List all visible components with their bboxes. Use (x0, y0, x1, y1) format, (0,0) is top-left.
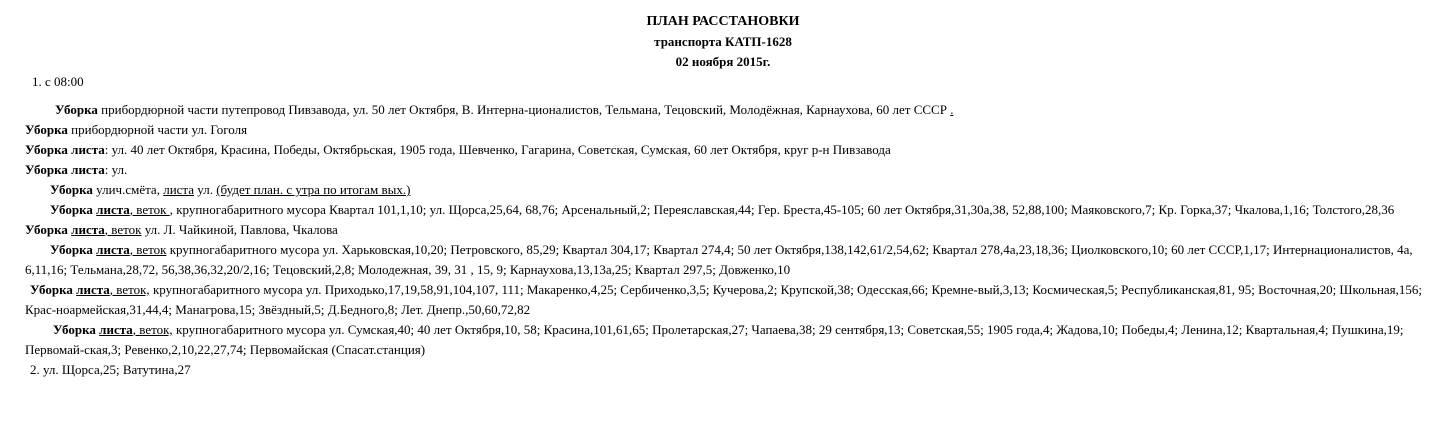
list-item: Уборка листа, веток, крупногабаритного мусора ул. Сумская,40; 40 лет Октября,10, 58; Красина,101,61,65; Пролетарская,27; Чапаева,38; 29 сентября,13; Советская,55; 1905 года,4; Жадова,10; Победы,4; Ленина,12; Квартальная,4; Пушкина,19; Первомай-ская,3; Ревенко,2,10,22,27,74; Первомайская (Спасат.станция) (25, 322, 1404, 357)
document-date: 02 ноября 2015г. (675, 54, 771, 69)
list-item: Уборка прибордюрной части ул. Гоголя (25, 122, 248, 137)
list-item: Уборка прибордюрной части путепровод Пивзавода, ул. 50 лет Октября, В. Интерна-ционалистов, Тельмана, Тецовский, Молодёжная, Карнаухова, 60 лет СССР . (55, 102, 954, 117)
document-body (25, 72, 1430, 380)
list-item: Уборка листа: ул. (25, 162, 128, 177)
list-item: Уборка улич.смёта, листа ул. (будет план. с утра по итогам вых.) (50, 182, 411, 197)
document-header (0, 12, 1432, 72)
list-item: Уборка листа, веток ул. Л. Чайкиной, Павлова, Чкалова (25, 222, 338, 237)
section-heading: 1. с 08:00 (32, 74, 84, 89)
list-item: Уборка листа, веток, крупногабаритного мусора ул. Приходько,17,19,58,91,104,107, 111; Макаренко,4,25; Сербиченко,3,5; Кучерова,2; Крупской,38; Одесская,66; Кремне-вый,3,13; Космическая,5; Республиканская,81, 95; Восточная,20; Школьная,156; Крас-ноармейская,31,44,4; Манагрова,15; Звёздный,5; Д.Бедного,8; Лет. Днепр.,50,60,72,82 (25, 282, 1423, 317)
list-item: Уборка листа, веток , крупногабаритного мусора Квартал 101,1,10; ул. Щорса,25,64, 68,76; Арсенальный,2; Переяславская,44; Гер. Бреста,45-105; 60 лет Октября,31,30а,38, 52,88,100; Маяковского,7; Кр. Горка,37; Чкалова,1,16; Толстого,28,36 (50, 202, 1395, 217)
document-subtitle: транспорта КАТП-1628 (654, 34, 792, 49)
list-item: Уборка листа: ул. 40 лет Октября, Красина, Победы, Октябрьская, 1905 года, Шевченко, Гагарина, Советская, Сумская, 60 лет Октября, круг р-н Пивзавода (25, 142, 891, 157)
list-item: Уборка листа, веток крупногабаритного мусора ул. Харьковская,10,20; Петровского, 85,29; Квартал 304,17; Квартал 274,4; 50 лет Октября,138,142,61/2,54,62; Квартал 278,4а,23,18,36; Циолковского,10; 60 лет СССР,1,17; Интернационалистов, 4а, 6,11,16; Тельмана,28,72, 56,38,36,32,20/2,16; Тецовский,2,8; Молодежная, 39, 31 , 15, 9; Карнаухова,13,13а,25; Квартал 297,5; Довженко,10 (25, 242, 1413, 277)
section-heading: 2. ул. Щорса,25; Ватутина,27 (30, 362, 191, 377)
document-title: ПЛАН РАССТАНОВКИ (646, 14, 800, 29)
